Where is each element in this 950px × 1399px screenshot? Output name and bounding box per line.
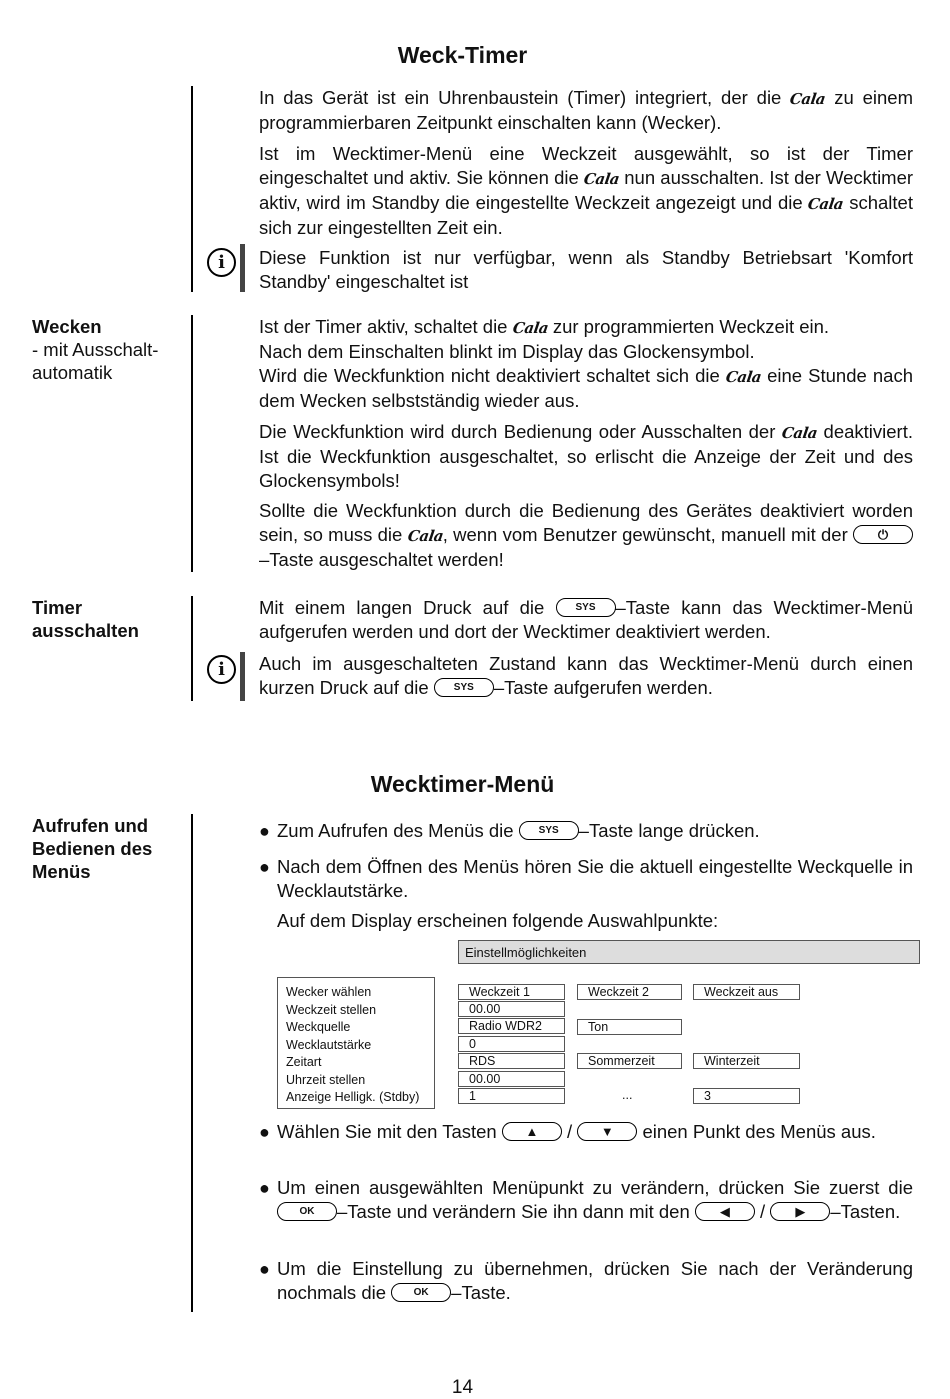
info-note-sys bbox=[259, 652, 913, 700]
text: Sollte die Weckfunktion durch die Bedienung des Gerätes deaktiviert worden sein, so muss die bbox=[259, 500, 913, 545]
cala-logo: Cala bbox=[406, 527, 444, 545]
side-label-timer-ausschalten: Timer ausschalten bbox=[32, 597, 139, 641]
bullet-2-continuation: Auf dem Display erscheinen folgende Auswahlpunkte: bbox=[277, 910, 719, 931]
menu-item: Anzeige Helligk. (Stdby) bbox=[286, 1090, 420, 1104]
menu-value: Sommerzeit bbox=[577, 1053, 682, 1069]
text: nun ausschalten. Ist der Wecktimer aktiv, wird im Standby die eingestellte Weckzeit angezeigt und die bbox=[259, 167, 914, 213]
text: Nach dem Einschalten blinkt im Display das Glockensymbol. bbox=[259, 341, 755, 362]
text: Um die Einstellung zu übernehmen, drücken Sie nach der Veränderung nochmals die bbox=[277, 1258, 913, 1303]
bullet: ● bbox=[259, 821, 270, 841]
bullet: ● bbox=[259, 1259, 270, 1279]
menu-value: 00.00 bbox=[458, 1001, 565, 1017]
cala-logo: Cala bbox=[724, 368, 763, 386]
menu-value: 3 bbox=[693, 1088, 800, 1104]
text: Auch im ausgeschalteten Zustand kann das Wecktimer-Menü durch einen kurzen Druck auf die bbox=[259, 653, 913, 698]
section-rule bbox=[191, 86, 193, 292]
sys-key: SYS bbox=[556, 598, 616, 617]
menu-item: Wecklautstärke bbox=[286, 1037, 372, 1052]
menu-item: Wecker wählen bbox=[286, 985, 372, 999]
bullet: ● bbox=[259, 1122, 270, 1142]
info-icon: i bbox=[207, 655, 236, 684]
menu-item: Uhrzeit stellen bbox=[286, 1072, 366, 1087]
menu-value: Radio WDR2 bbox=[458, 1018, 565, 1034]
text: In das Gerät ist ein Uhrenbaustein (Timer) integriert, der die bbox=[259, 87, 782, 108]
text: –Tasten. bbox=[830, 1201, 901, 1222]
ok-key: OK bbox=[277, 1202, 337, 1221]
menu-value: Weckzeit 2 bbox=[577, 984, 682, 1000]
text: Ist im Wecktimer-Menü eine Weckzeit ausgewählt, so ist der Timer eingeschaltet und aktiv. Sie können die bbox=[259, 143, 913, 188]
text: / bbox=[567, 1121, 573, 1142]
power-key: ⏻ bbox=[853, 525, 913, 544]
text: deaktiviert. Ist die Weckfunktion ausgeschaltet, so erlischt die Anzeige der Zeit und des Glockensymbols! bbox=[259, 421, 913, 491]
side-label-rest: - mit Ausschalt-automatik bbox=[32, 339, 159, 383]
timer-paragraph bbox=[259, 596, 913, 644]
bullet-1 bbox=[277, 819, 913, 843]
bullet-5 bbox=[277, 1257, 913, 1305]
menu-value: Weckzeit 1 bbox=[458, 984, 565, 1000]
text: einen Punkt des Menüs aus. bbox=[642, 1121, 876, 1142]
info-note-standby: Diese Funktion ist nur verfügbar, wenn als Standby Betriebsart 'Komfort Standby' eingeschaltet ist bbox=[259, 247, 913, 292]
side-label-bold: Wecken bbox=[32, 316, 102, 337]
text: Ist der Timer aktiv, schaltet die bbox=[259, 316, 508, 337]
menu-item: Zeitart bbox=[286, 1055, 322, 1069]
ok-key: OK bbox=[391, 1283, 451, 1302]
menu-value: 1 bbox=[458, 1088, 565, 1104]
intro-paragraph-1 bbox=[259, 86, 913, 135]
menu-value: Ton bbox=[577, 1019, 682, 1035]
text: eine Stunde nach dem Wecken selbstständig wieder aus. bbox=[259, 365, 913, 411]
text: Die Weckfunktion wird durch Bedienung oder Ausschalten der bbox=[259, 421, 776, 442]
info-bar bbox=[240, 244, 245, 292]
menu-items-box bbox=[277, 977, 435, 1109]
menu-item: Weckzeit stellen bbox=[286, 1002, 377, 1017]
info-bar bbox=[240, 652, 245, 701]
text: Mit einem langen Druck auf die bbox=[259, 597, 545, 618]
text: / bbox=[760, 1201, 766, 1222]
section-rule bbox=[191, 315, 193, 572]
menu-value: RDS bbox=[458, 1053, 565, 1069]
bullet-2: Nach dem Öffnen des Menüs hören Sie die aktuell eingestellte Weckquelle in Wecklautstärke. bbox=[277, 856, 913, 901]
left-key: ◀ bbox=[695, 1202, 755, 1221]
text: , wenn vom Benutzer gewünscht, manuell mit der bbox=[442, 524, 848, 545]
menu-value: 00.00 bbox=[458, 1071, 565, 1087]
wecken-paragraph-3 bbox=[259, 499, 913, 572]
text: –Taste und verändern Sie ihn dann mit den bbox=[337, 1201, 690, 1222]
side-label-aufrufen: Aufrufen und Bedienen des Menüs bbox=[32, 815, 153, 882]
page-title: Weck-Timer bbox=[397, 42, 528, 68]
sys-key: SYS bbox=[519, 821, 579, 840]
section-title: Wecktimer-Menü bbox=[370, 771, 555, 797]
cala-logo: Cala bbox=[780, 424, 819, 442]
text: –Taste. bbox=[451, 1282, 511, 1303]
bullet: ● bbox=[259, 1178, 270, 1198]
text: –Taste kann das Wecktimer-Menü aufgerufen werden und dort der Wecktimer deaktiviert werden. bbox=[259, 597, 913, 642]
menu-value: 0 bbox=[458, 1036, 565, 1052]
text: –Taste ausgeschaltet werden! bbox=[259, 549, 504, 570]
bullet-3 bbox=[277, 1120, 913, 1144]
menu-item: Weckquelle bbox=[286, 1020, 351, 1034]
menu-value: Weckzeit aus bbox=[693, 984, 800, 1000]
text: Wählen Sie mit den Tasten bbox=[277, 1121, 497, 1142]
text: Zum Aufrufen des Menüs die bbox=[277, 820, 514, 841]
menu-value: Winterzeit bbox=[693, 1053, 800, 1069]
intro-paragraph-2 bbox=[259, 142, 913, 240]
text: zu einem programmierbaren Zeitpunkt einschalten kann (Wecker). bbox=[259, 87, 913, 133]
cala-logo: Cala bbox=[582, 170, 621, 188]
bullet: ● bbox=[259, 857, 270, 877]
up-key: ▲ bbox=[502, 1122, 562, 1141]
wecken-paragraph-1 bbox=[259, 315, 913, 413]
info-icon: i bbox=[207, 248, 236, 277]
text: Um einen ausgewählten Menüpunkt zu verändern, drücken Sie zuerst die bbox=[277, 1177, 913, 1198]
cala-logo: Cala bbox=[788, 90, 827, 108]
section-rule bbox=[191, 814, 193, 1312]
right-key: ▶ bbox=[770, 1202, 830, 1221]
bullet-4 bbox=[277, 1176, 913, 1224]
cala-logo: Cala bbox=[807, 195, 845, 213]
text: schaltet sich zur eingestellten Zeit ein. bbox=[259, 192, 913, 238]
menu-ellipsis: ... bbox=[622, 1088, 633, 1102]
side-label-wecken bbox=[32, 315, 182, 384]
text: zur programmierten Weckzeit ein. bbox=[552, 316, 830, 337]
text: –Taste aufgerufen werden. bbox=[493, 677, 713, 698]
sys-key: SYS bbox=[434, 678, 494, 697]
text: –Taste lange drücken. bbox=[578, 820, 760, 841]
section-rule bbox=[191, 596, 193, 701]
page-number: 14 bbox=[451, 1377, 474, 1398]
text: Wird die Weckfunktion nicht deaktiviert schaltet sich die bbox=[259, 365, 720, 386]
wecken-paragraph-2 bbox=[259, 420, 913, 493]
cala-logo: Cala bbox=[511, 319, 549, 337]
menu-header: Einstellmöglichkeiten bbox=[458, 940, 920, 964]
down-key: ▼ bbox=[577, 1122, 637, 1141]
